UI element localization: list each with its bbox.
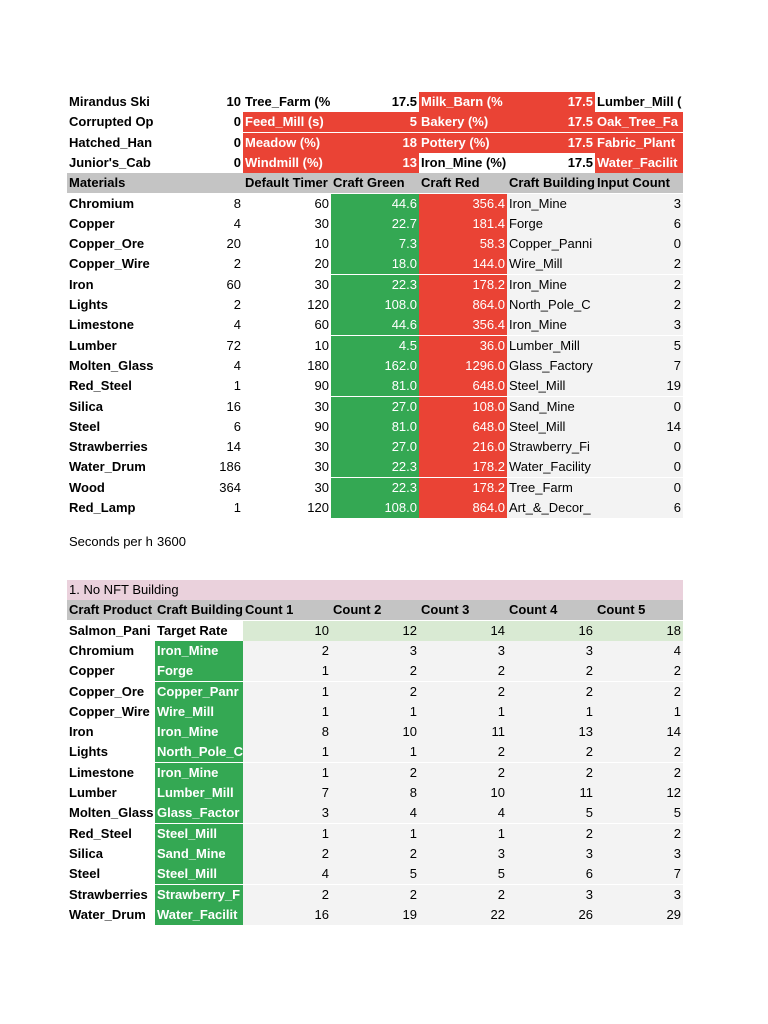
craft-product-name: Red_Steel — [69, 825, 132, 841]
material-name: Lights — [69, 297, 108, 312]
craft-green-value: 22.3 — [331, 457, 419, 477]
material-quantity: 20 — [226, 236, 241, 252]
craft-red-value: 648.0 — [419, 417, 507, 437]
building-count: 2 — [331, 682, 419, 702]
material-name: Copper_Ore — [69, 236, 145, 252]
building-count: 2 — [507, 763, 595, 783]
craft-green-value: 22.3 — [331, 478, 419, 498]
craft-building-name: Steel_Mill — [155, 824, 243, 844]
building-count: 1 — [243, 824, 331, 844]
building-count: 22 — [419, 905, 507, 925]
building-count: 2 — [595, 742, 683, 762]
column-header-craft-building: Craft Building — [507, 173, 595, 193]
input-count: 0 — [595, 437, 683, 457]
building-count: 29 — [595, 905, 683, 925]
summary-value: 10 — [226, 94, 241, 109]
input-count: 5 — [595, 336, 683, 356]
building-count: 1 — [243, 661, 331, 681]
building-count: 4 — [419, 803, 507, 823]
default-timer: 120 — [307, 500, 329, 515]
craft-red-value: 216.0 — [419, 437, 507, 457]
input-count: 2 — [595, 295, 683, 315]
building-count: 10 — [331, 722, 419, 742]
summary-value: 0 — [233, 154, 241, 170]
building-label: Lumber_Mill ( — [597, 94, 682, 109]
building-count: 5 — [507, 803, 595, 823]
default-timer: 30 — [314, 398, 329, 414]
default-timer: 30 — [314, 439, 329, 455]
input-count: 0 — [595, 478, 683, 498]
target-rate-value: 14 — [419, 621, 507, 641]
material-name: Red_Lamp — [69, 500, 136, 515]
building-count: 8 — [331, 783, 419, 803]
building-label: Fabric_Plant — [595, 133, 683, 153]
building-count: 2 — [243, 641, 331, 661]
target-rate-value: 10 — [243, 621, 331, 641]
building-count: 1 — [595, 702, 683, 722]
material-name: Steel — [69, 418, 101, 434]
default-timer: 90 — [314, 418, 329, 434]
target-rate-value: 16 — [507, 621, 595, 641]
building-count: 4 — [243, 864, 331, 884]
column-header-count: Count 4 — [507, 600, 595, 620]
building-count: 11 — [419, 722, 507, 742]
building-count: 1 — [243, 763, 331, 783]
column-header-count: Count 1 — [243, 600, 331, 620]
material-quantity: 4 — [233, 215, 241, 231]
default-timer: 60 — [314, 195, 329, 211]
material-quantity: 8 — [233, 195, 241, 211]
building-value: 17.5 — [391, 94, 417, 109]
material-quantity: 186 — [219, 459, 241, 475]
building-count: 2 — [331, 844, 419, 864]
craft-green-value: 22.7 — [331, 214, 419, 234]
craft-red-value: 58.3 — [419, 234, 507, 254]
building-count: 6 — [507, 864, 595, 884]
input-count: 19 — [595, 376, 683, 396]
building-count: 3 — [595, 844, 683, 864]
building-count: 16 — [243, 905, 331, 925]
building-count: 3 — [507, 641, 595, 661]
seconds-per-hour-label: Seconds per h — [69, 534, 153, 549]
material-name: Chromium — [69, 195, 134, 211]
building-count: 2 — [419, 742, 507, 762]
building-count: 8 — [243, 722, 331, 742]
column-header-materials: Materials — [67, 173, 243, 193]
building-label: Pottery (%) — [419, 133, 507, 153]
material-name: Strawberries — [69, 439, 148, 455]
section-title: 1. No NFT Building — [67, 580, 683, 600]
craft-green-value: 81.0 — [331, 417, 419, 437]
default-timer: 30 — [314, 479, 329, 495]
material-quantity: 72 — [226, 337, 241, 353]
craft-red-value: 356.4 — [419, 194, 507, 214]
summary-label: Hatched_Han — [69, 134, 153, 150]
building-count: 2 — [507, 824, 595, 844]
input-count: 0 — [595, 397, 683, 417]
building-count: 3 — [243, 803, 331, 823]
craft-product-name: Copper_Ore — [69, 683, 145, 699]
building-count: 3 — [419, 641, 507, 661]
material-name: Wood — [69, 479, 105, 495]
building-count: 2 — [595, 661, 683, 681]
building-count: 19 — [331, 905, 419, 925]
craft-building: Iron_Mine — [507, 315, 595, 335]
building-count: 2 — [331, 763, 419, 783]
default-timer: 90 — [314, 378, 329, 394]
column-header-count: Craft Product — [67, 600, 155, 620]
summary-value: 0 — [233, 114, 241, 130]
building-count: 2 — [595, 824, 683, 844]
craft-building: Copper_Panni — [507, 234, 595, 254]
default-timer: 30 — [314, 276, 329, 292]
craft-green-value: 27.0 — [331, 397, 419, 417]
column-header-count: Craft Building — [155, 600, 243, 620]
building-label: Feed_Mill (s) — [243, 112, 331, 132]
building-count: 2 — [507, 682, 595, 702]
craft-building: Steel_Mill — [507, 417, 595, 437]
craft-red-value: 864.0 — [419, 295, 507, 315]
material-quantity: 16 — [226, 398, 241, 414]
material-quantity: 2 — [233, 256, 241, 272]
craft-red-value: 181.4 — [419, 214, 507, 234]
building-label: Milk_Barn (% — [419, 92, 507, 112]
material-name: Silica — [69, 398, 103, 414]
craft-building-name: Steel_Mill — [155, 864, 243, 884]
target-rate-label: Target Rate — [157, 622, 228, 638]
craft-green-value: 7.3 — [331, 234, 419, 254]
building-count: 1 — [419, 824, 507, 844]
material-quantity: 1 — [233, 500, 241, 515]
craft-product-name: Water_Drum — [69, 906, 146, 922]
craft-green-value: 108.0 — [331, 498, 419, 518]
craft-building-name: Copper_Panr — [155, 682, 243, 702]
column-header-count: Count 2 — [331, 600, 419, 620]
material-name: Red_Steel — [69, 378, 132, 394]
building-count: 14 — [595, 722, 683, 742]
material-name: Lumber — [69, 337, 117, 353]
building-count: 3 — [419, 844, 507, 864]
craft-building: Forge — [507, 214, 595, 234]
craft-green-value: 108.0 — [331, 295, 419, 315]
craft-building: Iron_Mine — [507, 194, 595, 214]
building-count: 1 — [243, 702, 331, 722]
craft-red-value: 178.2 — [419, 275, 507, 295]
building-label: Meadow (%) — [243, 133, 331, 153]
craft-building-name: North_Pole_C — [155, 742, 243, 762]
material-name: Copper — [69, 215, 115, 231]
craft-green-value: 162.0 — [331, 356, 419, 376]
material-quantity: 4 — [233, 357, 241, 373]
input-count: 0 — [595, 457, 683, 477]
craft-product-name: Copper_Wire — [69, 703, 150, 719]
building-label: Oak_Tree_Fa — [595, 112, 683, 132]
building-value: 5 — [331, 112, 419, 132]
material-quantity: 6 — [233, 418, 241, 434]
craft-building: Wire_Mill — [507, 254, 595, 274]
craft-building-name: Iron_Mine — [155, 722, 243, 742]
craft-green-value: 44.6 — [331, 315, 419, 335]
building-label: Bakery (%) — [419, 112, 507, 132]
summary-label: Mirandus Ski — [69, 94, 150, 109]
craft-building-name: Sand_Mine — [155, 844, 243, 864]
building-count: 2 — [419, 763, 507, 783]
craft-green-value: 22.3 — [331, 275, 419, 295]
craft-product-name: Chromium — [69, 642, 134, 658]
craft-product-name: Copper — [69, 663, 115, 679]
material-quantity: 364 — [219, 479, 241, 495]
craft-red-value: 864.0 — [419, 498, 507, 518]
craft-red-value: 356.4 — [419, 315, 507, 335]
craft-building: Iron_Mine — [507, 275, 595, 295]
building-count: 26 — [507, 905, 595, 925]
material-quantity: 60 — [226, 276, 241, 292]
craft-red-value: 178.2 — [419, 457, 507, 477]
craft-red-value: 178.2 — [419, 478, 507, 498]
craft-building: Tree_Farm — [507, 478, 595, 498]
craft-building: Lumber_Mill — [507, 336, 595, 356]
material-name: Copper_Wire — [69, 256, 150, 272]
craft-building-name: Glass_Factor — [155, 803, 243, 823]
craft-green-value: 44.6 — [331, 194, 419, 214]
building-count: 1 — [331, 702, 419, 722]
building-count: 2 — [507, 742, 595, 762]
summary-label: Junior's_Cab — [69, 154, 151, 170]
input-count: 14 — [595, 417, 683, 437]
input-count: 3 — [595, 315, 683, 335]
craft-product-name: Iron — [69, 724, 94, 740]
craft-green-value: 27.0 — [331, 437, 419, 457]
input-count: 6 — [595, 498, 683, 518]
building-count: 2 — [419, 682, 507, 702]
default-timer: 30 — [314, 459, 329, 475]
craft-product-name: Strawberries — [69, 886, 148, 902]
building-value: 17.5 — [507, 92, 595, 112]
material-name: Limestone — [69, 317, 135, 333]
craft-product-name: Lumber — [69, 785, 117, 800]
craft-building: Art_&_Decor_ — [507, 498, 595, 518]
building-count: 13 — [507, 722, 595, 742]
material-name: Iron — [69, 276, 94, 292]
material-quantity: 4 — [233, 317, 241, 333]
column-header-count: Count 3 — [419, 600, 507, 620]
building-count: 1 — [243, 682, 331, 702]
craft-red-value: 648.0 — [419, 376, 507, 396]
building-value: 18 — [331, 133, 419, 153]
building-count: 2 — [419, 661, 507, 681]
craft-green-value: 81.0 — [331, 376, 419, 396]
building-count: 7 — [595, 864, 683, 884]
craft-product-name: Lights — [69, 744, 108, 760]
building-count: 3 — [331, 641, 419, 661]
craft-building-name: Wire_Mill — [155, 702, 243, 722]
craft-building: North_Pole_C — [507, 295, 595, 315]
craft-building: Glass_Factory — [507, 356, 595, 376]
building-count: 4 — [331, 803, 419, 823]
building-count: 3 — [595, 885, 683, 905]
building-count: 11 — [507, 783, 595, 803]
craft-red-value: 1296.0 — [419, 356, 507, 376]
building-count: 2 — [595, 763, 683, 783]
building-label: Tree_Farm (% — [245, 94, 331, 109]
default-timer: 30 — [314, 215, 329, 231]
building-count: 1 — [331, 824, 419, 844]
craft-green-value: 18.0 — [331, 254, 419, 274]
building-count: 2 — [243, 844, 331, 864]
building-count: 2 — [507, 661, 595, 681]
summary-value: 0 — [233, 134, 241, 150]
craft-red-value: 108.0 — [419, 397, 507, 417]
input-count: 2 — [595, 275, 683, 295]
building-count: 2 — [595, 682, 683, 702]
craft-building-name: Iron_Mine — [155, 641, 243, 661]
column-header-input-count: Input Count — [595, 173, 683, 193]
craft-red-value: 144.0 — [419, 254, 507, 274]
input-count: 2 — [595, 254, 683, 274]
building-count: 2 — [331, 885, 419, 905]
building-label: Water_Facilit — [595, 153, 683, 173]
craft-green-value: 4.5 — [331, 336, 419, 356]
building-count: 3 — [507, 885, 595, 905]
column-header-default-timer: Default Timer — [243, 173, 331, 193]
building-count: 1 — [507, 702, 595, 722]
building-count: 12 — [595, 783, 683, 803]
default-timer: 10 — [314, 236, 329, 252]
material-name: Water_Drum — [69, 459, 146, 475]
target-rate-value: 18 — [595, 621, 683, 641]
craft-building: Strawberry_Fi — [507, 437, 595, 457]
craft-building: Water_Facility — [507, 457, 595, 477]
input-count: 6 — [595, 214, 683, 234]
building-label: Iron_Mine (%) — [421, 154, 507, 170]
craft-product-name: Salmon_Pani — [69, 622, 151, 638]
material-quantity: 14 — [226, 439, 241, 455]
building-count: 5 — [419, 864, 507, 884]
summary-label: Corrupted Op — [69, 114, 154, 130]
building-count: 7 — [243, 783, 331, 803]
default-timer: 180 — [307, 357, 329, 373]
craft-product-name: Limestone — [69, 764, 135, 780]
input-count: 3 — [595, 194, 683, 214]
input-count: 0 — [595, 234, 683, 254]
building-count: 5 — [331, 864, 419, 884]
building-label: Windmill (%) — [243, 153, 331, 173]
default-timer: 20 — [314, 256, 329, 272]
building-count: 1 — [243, 742, 331, 762]
target-rate-value: 12 — [331, 621, 419, 641]
craft-product-name: Molten_Glass — [69, 805, 154, 821]
material-quantity: 2 — [233, 297, 241, 312]
building-count: 1 — [419, 702, 507, 722]
material-quantity: 1 — [233, 378, 241, 394]
default-timer: 10 — [314, 337, 329, 353]
seconds-per-hour-value: 3600 — [157, 534, 186, 549]
craft-building-name: Water_Facilit — [155, 905, 243, 925]
default-timer: 60 — [314, 317, 329, 333]
building-value: 17.5 — [567, 154, 593, 170]
column-header-craft-green: Craft Green — [331, 173, 419, 193]
building-value: 17.5 — [507, 133, 595, 153]
craft-building-name: Iron_Mine — [155, 763, 243, 783]
building-count: 2 — [243, 885, 331, 905]
craft-building-name: Lumber_Mill — [155, 783, 243, 803]
craft-red-value: 36.0 — [419, 336, 507, 356]
input-count: 7 — [595, 356, 683, 376]
craft-building: Sand_Mine — [507, 397, 595, 417]
building-count: 4 — [595, 641, 683, 661]
craft-building: Steel_Mill — [507, 376, 595, 396]
craft-building-name: Strawberry_F — [155, 885, 243, 905]
building-count: 2 — [331, 661, 419, 681]
building-count: 1 — [331, 742, 419, 762]
material-name: Molten_Glass — [69, 357, 154, 373]
craft-building-name: Forge — [155, 661, 243, 681]
building-count: 5 — [595, 803, 683, 823]
building-count: 10 — [419, 783, 507, 803]
default-timer: 120 — [307, 297, 329, 312]
building-count: 2 — [419, 885, 507, 905]
column-header-craft-red: Craft Red — [419, 173, 507, 193]
building-count: 3 — [507, 844, 595, 864]
craft-product-name: Silica — [69, 845, 103, 861]
building-value: 17.5 — [507, 112, 595, 132]
craft-product-name: Steel — [69, 866, 101, 882]
building-value: 13 — [331, 153, 419, 173]
column-header-count: Count 5 — [595, 600, 683, 620]
